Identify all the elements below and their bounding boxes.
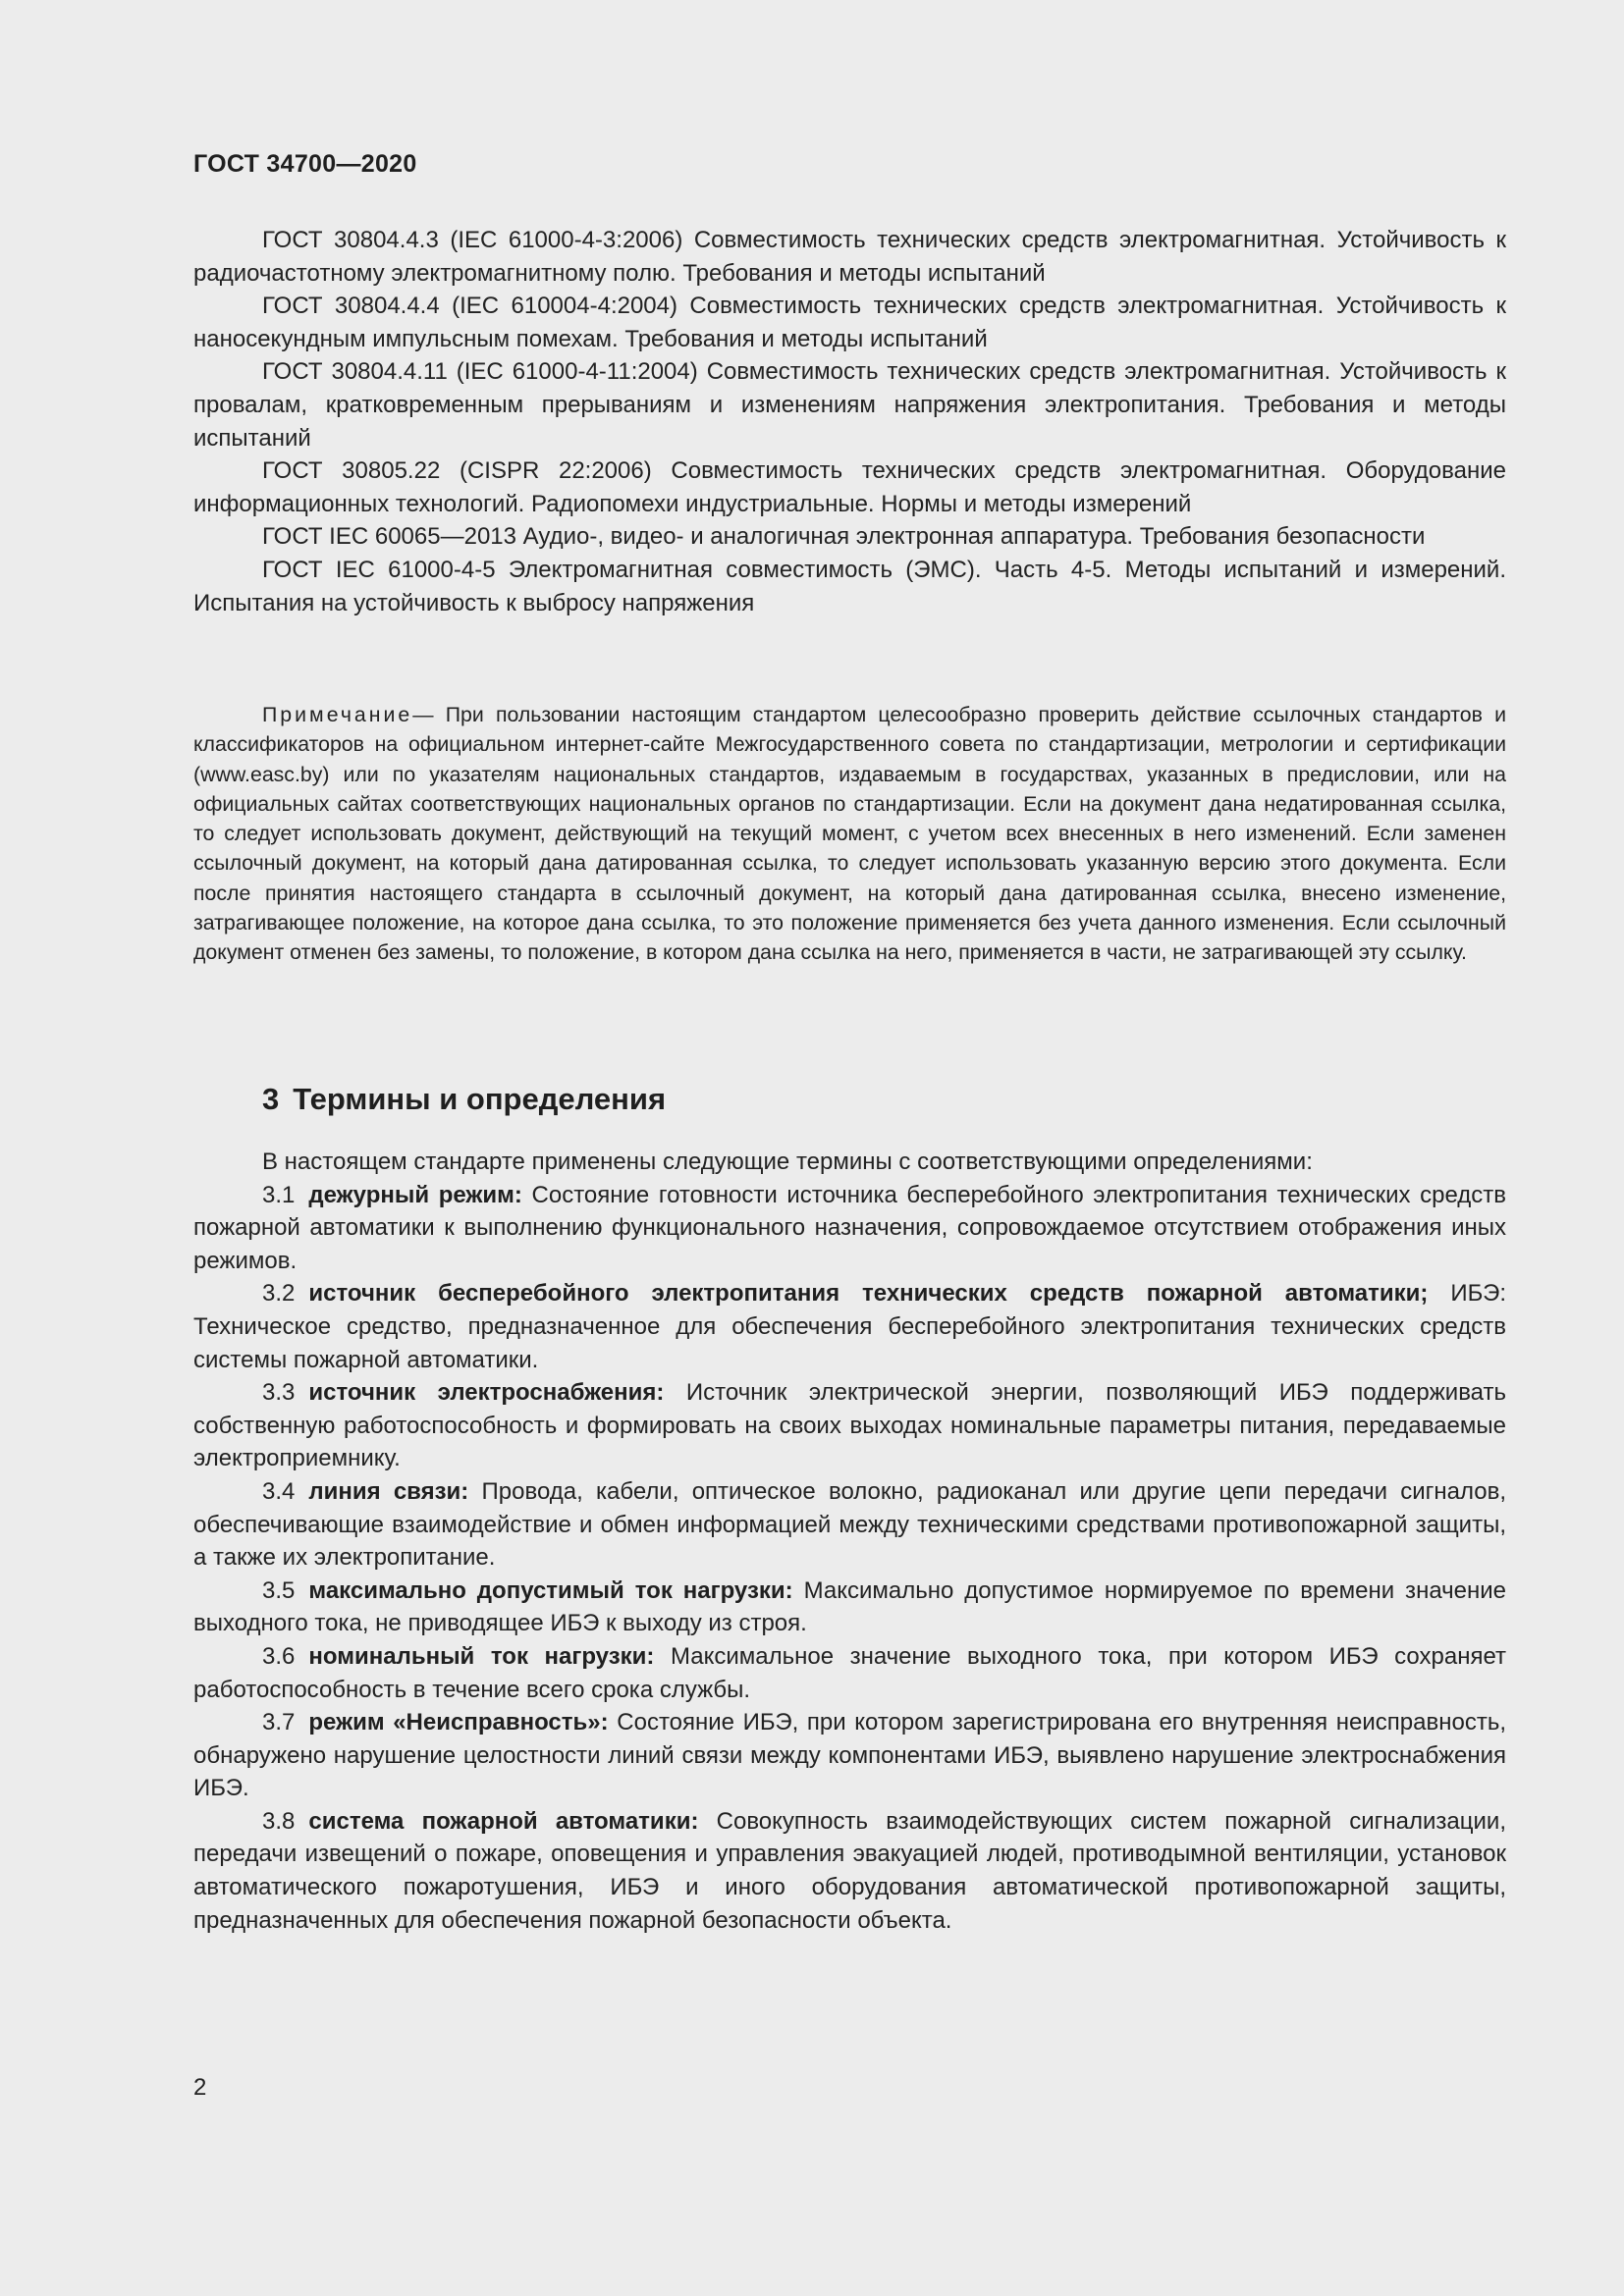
section-title: Термины и определения — [293, 1082, 667, 1116]
term-number: 3.2 — [262, 1280, 296, 1308]
term-definition: Совокупность взаимодействующих систем пожарной сигнализации, передачи извещений о пожаре, оповещения и управления эвакуацией людей, противодымной вентиляции, установок автоматического пожаротушения, ИБЭ и иного оборудования автоматической противопожарной защиты, предназначенных для обеспечения пожарной безопасности объекта. — [193, 1807, 1506, 1934]
term-name: максимально допустимый ток нагрузки: — [308, 1576, 793, 1604]
note-text: — При пользовании настоящим стандартом целесообразно проверить действие ссылочных стандартов и классификаторов на официальном интернет-сайте Межгосударственного совета по стандартизации, метрологии и сертификации (www.easc.by) или по указателям национальных стандартов, издаваемым в государствах, указанных в предисловии, или на официальных сайтах соответствующих национальных органов по стандартизации. Если на документ дана недатированная ссылка, то следует использовать документ, действующий на текущий момент, с учетом всех внесенных в него изменений. Если заменен ссылочный документ, на который дана датированная ссылка, то следует использовать указанную версию этого документа. Если после принятия настоящего стандарта в ссылочный документ, на который дана датированная ссылка, внесено изменение, затрагивающее положение, на которое дана ссылка, то это положение применяется без учета данного изменения. Если ссылочный документ отменен без замены, то положение, в котором дана ссылка на него, применяется в части, не затрагивающей эту ссылку. — [193, 703, 1506, 965]
term-number: 3.8 — [262, 1807, 296, 1835]
terms-intro: В настоящем стандарте применены следующие термины с соответствующими определениями: — [262, 1148, 1313, 1175]
reference-item: ГОСТ 30804.4.11 (IEC 61000-4-11:2004) Совместимость технических средств электромагнитная. Устойчивость к провалам, кратковременным прерываниям и изменениям напряжения электропитания. Требования и методы испытаний — [193, 358, 1506, 452]
term-definition: Состояние готовности источника бесперебойного электропитания технических средств пожарной автоматики к выполнению функционального назначения, сопровождаемое отсутствием отображения иных режимов. — [193, 1181, 1507, 1274]
term-definition: Максимально допустимое нормируемое по времени значение выходного тока, не приводящее ИБЭ к выходу из строя. — [193, 1576, 1506, 1637]
term-name: система пожарной автоматики: — [308, 1807, 699, 1835]
reference-item: ГОСТ 30804.4.4 (IEC 610004-4:2004) Совместимость технических средств электромагнитная. Устойчивость к наносекундным импульсным помехам. Требования и методы испытаний — [193, 293, 1506, 352]
reference-item: ГОСТ IEC 60065—2013 Аудио-, видео- и аналогичная электронная аппаратура. Требования безопасности — [262, 523, 1426, 551]
term-name: линия связи: — [308, 1477, 469, 1505]
term-entry — [193, 1376, 1506, 1475]
term-entry — [193, 1475, 1506, 1575]
section-number: 3 — [262, 1082, 280, 1116]
term-name: источник бесперебойного электропитания технических средств пожарной автоматики; — [308, 1280, 1429, 1308]
page-number: 2 — [193, 2074, 207, 2101]
reference-item: ГОСТ 30804.4.3 (IEC 61000-4-3:2006) Совместимость технических средств электромагнитная. Устойчивость к радиочастотному электромагнитному полю. Требования и методы испытаний — [193, 227, 1506, 287]
term-name: дежурный режим: — [308, 1181, 522, 1208]
term-definition: Максимальное значение выходного тока, при котором ИБЭ сохраняет работоспособность в течение всего срока службы. — [193, 1642, 1507, 1703]
term-entry — [193, 1805, 1506, 1937]
term-entry — [193, 1706, 1506, 1805]
term-definition: ИБЭ: Техническое средство, предназначенное для обеспечения бесперебойного электропитания технических средств системы пожарной автоматики. — [193, 1280, 1506, 1373]
section-heading — [262, 1082, 666, 1117]
term-number: 3.7 — [262, 1709, 296, 1736]
term-definition: Состояние ИБЭ, при котором зарегистрирована его внутренняя неисправность, обнаружено нарушение целостности линий связи между компонентами ИБЭ, выявлено нарушение электроснабжения ИБЭ. — [193, 1709, 1507, 1802]
term-number: 3.5 — [262, 1576, 296, 1604]
term-number: 3.6 — [262, 1642, 296, 1670]
term-name: номинальный ток нагрузки: — [308, 1642, 655, 1670]
term-definition: Источник электрической энергии, позволяющий ИБЭ поддерживать собственную работоспособность и формировать на своих выходах номинальные параметры питания, передаваемые электроприемнику. — [193, 1379, 1506, 1472]
term-number: 3.1 — [262, 1181, 296, 1208]
note-label: Примечание — [262, 703, 413, 726]
reference-item: ГОСТ 30805.22 (CISPR 22:2006) Совместимость технических средств электромагнитная. Оборудование информационных технологий. Радиопомехи индустриальные. Нормы и методы измерений — [193, 457, 1506, 517]
terms-list — [193, 1146, 1506, 1937]
term-entry — [193, 1179, 1506, 1278]
term-definition: Провода, кабели, оптическое волокно, радиоканал или другие цепи передачи сигналов, обеспечивающие взаимодействие и обмен информацией между техническими средствами противопожарной защиты, а также их электропитание. — [193, 1477, 1507, 1572]
term-number: 3.4 — [262, 1477, 296, 1505]
term-name: режим «Неисправность»: — [308, 1709, 609, 1736]
term-number: 3.3 — [262, 1379, 296, 1407]
document-header: ГОСТ 34700—2020 — [193, 150, 417, 178]
term-entry — [193, 1277, 1506, 1376]
term-entry — [193, 1640, 1506, 1706]
term-entry — [193, 1575, 1506, 1640]
term-name: источник электроснабжения: — [308, 1379, 665, 1407]
normative-references — [193, 224, 1506, 619]
references-note — [193, 700, 1506, 968]
reference-item: ГОСТ IEC 61000-4-5 Электромагнитная совместимость (ЭМС). Часть 4-5. Методы испытаний и измерений. Испытания на устойчивость к выбросу напряжения — [193, 556, 1506, 616]
